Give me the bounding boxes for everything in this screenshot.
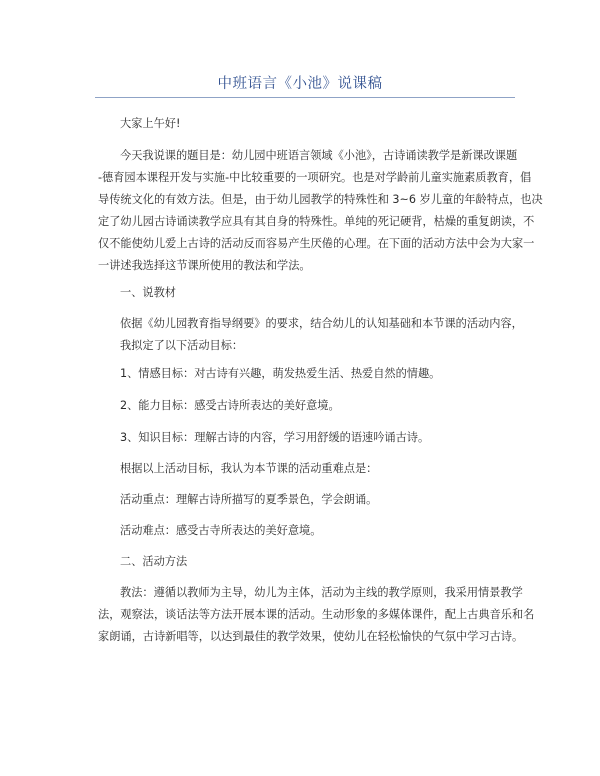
basis-line: 我拟定了以下活动目标： bbox=[120, 339, 244, 352]
difficult-point: 活动难点：感受古寺所表达的美好意境。 bbox=[120, 524, 322, 537]
intro-line: 仅不能使幼儿爱上古诗的活动反而容易产生厌倦的心理。在下面的活动方法中会为大家一 bbox=[98, 237, 535, 250]
title-underline bbox=[95, 97, 515, 98]
document-title: 中班语言《小池》说课稿 bbox=[217, 76, 383, 92]
method-line: 教法：遵循以教师为主导，幼儿为主体，活动为主线的教学原则，我采用情景教学 bbox=[120, 586, 523, 599]
section-heading-methods: 二、活动方法 bbox=[120, 555, 188, 568]
basis-paragraph bbox=[98, 313, 523, 357]
intro-line: 一讲述我选择这节课所使用的教法和学法。 bbox=[98, 259, 311, 272]
intro-line: 导传统文化的有效方法。但是，由于幼儿园教学的特殊性和 3~6 岁儿童的年龄特点，也决 bbox=[98, 193, 543, 206]
method-line: 家朗诵，古诗新唱等，以达到最佳的教学效果，使幼儿在轻松愉快的气氛中学习古诗。 bbox=[98, 630, 524, 643]
key-point: 活动重点：理解古诗所描写的夏季景色，学会朗诵。 bbox=[120, 493, 378, 506]
intro-line: -德育园本课程开发与实施-中比较重要的一项研究。也是对学龄前儿童实施素质教育，倡 bbox=[98, 171, 532, 184]
intro-line: 今天我说课的题目是：幼儿园中班语言领域《小池》，古诗诵读教学是新课改课题 bbox=[120, 149, 518, 162]
key-points-intro: 根据以上活动目标，我认为本节课的活动重难点是： bbox=[120, 462, 378, 475]
goal-ability: 2、能力目标：感受古诗所表达的美好意境。 bbox=[120, 399, 340, 412]
intro-paragraph bbox=[98, 145, 543, 277]
goal-emotion: 1、情感目标：对古诗有兴趣，萌发热爱生活、热爱自然的情趣。 bbox=[120, 367, 441, 380]
intro-line: 定了幼儿园古诗诵读教学应具有其自身的特殊性。单纯的死记硬背，枯燥的重复朗读，不 bbox=[98, 215, 535, 228]
section-heading-textbook: 一、说教材 bbox=[120, 286, 176, 299]
method-paragraph bbox=[98, 582, 534, 648]
goal-knowledge: 3、知识目标：理解古诗的内容，学习用舒缓的语速吟诵古诗。 bbox=[120, 431, 430, 444]
basis-line: 依据《幼儿园教育指导纲要》的要求，结合幼儿的认知基础和本节课的活动内容， bbox=[120, 317, 523, 330]
greeting: 大家上午好! bbox=[120, 117, 181, 130]
method-line: 法，观察法，谈话法等方法开展本课的活动。生动形象的多媒体课件，配上古典音乐和名 bbox=[98, 608, 535, 621]
